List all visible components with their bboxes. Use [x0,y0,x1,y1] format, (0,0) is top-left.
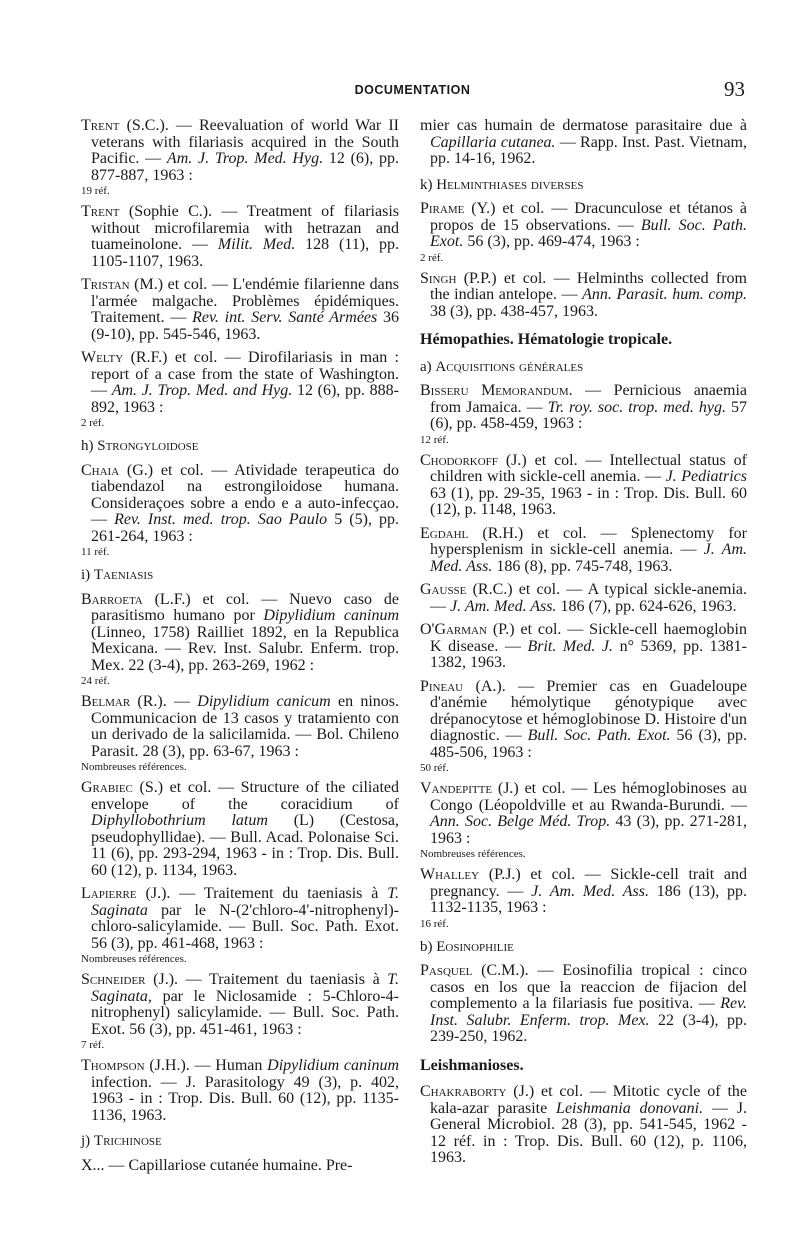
entry-text: mier cas humain de dermatose parasitaire due à [420,117,747,134]
reference-count: 11 réf. [81,546,110,558]
bibliography-entry [81,886,399,965]
entry-text: — Les hémoglobinoses au Congo (Léopoldville et au Rwanda-Burundi. — [430,780,747,814]
author-name: Trent [81,203,120,220]
author-name: Schneider [81,971,146,988]
author-name: Chakraborty [420,1083,507,1100]
bibliography-entry [420,867,747,930]
author-initials: (S.C.). [119,117,169,134]
citation-detail: en ninos. Communicacion de 13 casos y tratamiento con un derivado de la salicilamida. — Bol. Chileno Parasit. 28 (3), pp. 63-67, 1963 : [91,693,400,760]
bibliography-entry [420,201,747,264]
citation-detail: 12 (6), pp. 877-887, 1963 : [91,150,399,184]
citation-detail: 186 (13), pp. 1132-1135, 1963 : [430,882,748,916]
journal-title: Rev. int. Serv. Santé Armées [192,309,378,326]
journal-title: Am. J. Trop. Med. Hyg. [166,150,324,167]
entry-text: — Dirofilariasis in man : report of a case from the state of Washington. — [91,349,399,399]
bibliography-entry [81,204,399,270]
author-name: Whalley [420,866,480,883]
entry-text: — Intellectual status of children with sickle-cell anemia. — [430,451,747,485]
page-number: 93 [724,77,745,101]
author-initials: (A.). [463,677,506,695]
page-header [80,77,745,104]
author-name: Barroeta [81,590,143,608]
citation-detail: 5 (5), pp. 261-264, 1963 : [91,511,400,545]
citation-detail: 57 (6), pp. 458-459, 1963 : [430,398,748,432]
author-initials: (Y.) et col. [464,200,545,217]
reference-count: 24 réf. [81,675,110,687]
journal-title: Ann. Soc. Belge Méd. Trop. [430,813,611,830]
subsection-letter: h) [81,438,98,454]
journal-title: Tr. roy. soc. trop. med. hyg. [547,398,727,416]
author-initials: (M.) et col. [129,276,208,293]
subsection-label: Eosinophilie [436,938,514,955]
reference-count: Nombreuses références. [420,848,526,860]
bibliography-entry [420,963,747,1046]
journal-title: J. Am. Med. Ass. [430,541,748,575]
subsection-letter: b) [420,938,437,955]
left-column [81,118,399,1181]
author-initials: (P.) et col. [486,621,562,638]
reference-count: 50 réf. [420,762,449,774]
entry-text: — Nuevo caso de parasitismo humano por [91,590,400,624]
entry-text: X... — Capillariose cutanée humaine. Pre- [81,1156,353,1174]
entry-text: — Reevaluation of world War II veterans with filariasis acquired in the South Pacific. — [91,117,399,167]
journal-title: T. Saginata [91,885,399,919]
entry-text: — Eosinofilia tropical : cinco casos en los que la reaccion de fijacion del complemento a la filariasis fue positiva. — [430,962,747,1012]
bibliography-entry [81,277,399,343]
entry-text: — Human [189,1057,268,1074]
bibliography-entry [420,118,747,168]
bibliography-entry [420,526,747,576]
entry-text: — Splenectomy for hypersplenism in sickle-cell anemia. — [430,524,747,558]
author-initials: (J.H.). [144,1057,190,1074]
author-initials: (R.). [130,693,167,710]
bibliography-entry [420,271,747,321]
citation-detail: 186 (7), pp. 624-626, 1963. [556,597,737,615]
citation-detail: par le Niclosamide : 5-Chloro-4-nitrophenyl) salicylamide. — Bull. Soc. Path. Exot. 56 (3), pp. 451-461, 1963 : [91,987,399,1038]
journal-title: J. Am. Med. Ass. [531,882,650,900]
bibliography-entry [420,383,747,446]
citation-detail: 38 (3), pp. 438-457, 1963. [430,302,598,320]
citation-detail: infection. — J. Parasitology 49 (3), p. 402, 1963 - in : Trop. Dis. Bull. 60 (12), pp. 1135-1136, 1963. [91,1073,399,1124]
citation-detail: 22 (3-4), pp. 239-250, 1962. [430,1011,748,1045]
journal-title: Dipylidium canicum [197,693,331,710]
citation-detail: 56 (3), pp. 469-474, 1963 : [463,233,640,250]
journal-title: Capillaria cutanea. [430,133,556,151]
subsection-letter: k) [420,176,437,193]
author-name: Welty [81,349,124,366]
bibliography-entry [81,350,399,429]
citation-detail: 56 (3), pp. 485-506, 1963 : [430,727,748,761]
citation-detail: 12 (6), pp. 888-892, 1963 : [91,382,400,416]
reference-count: 2 réf. [81,417,105,429]
author-initials: (R.F.) et col. [123,349,218,366]
bibliography-entry [420,582,747,615]
bibliography-entry [81,972,399,1051]
author-initials: (S.) et col. [132,779,212,796]
author-name: Tristan [81,276,130,293]
journal-title: Rev. Inst. med. trop. Sao Paulo [114,511,328,528]
author-name: Pineau [420,677,464,695]
entry-text: — L'endémie filarienne dans l'armée malgache. Problèmes épidémiques. Traitement. — [91,276,399,326]
reference-count: 7 réf. [81,1039,105,1051]
citation-detail: 36 (9-10), pp. 545-546, 1963. [91,309,400,343]
author-initials: (R.C.) et col. [466,581,561,598]
section-title: Hémopathies. Hématologie tropicale. [420,331,673,348]
journal-title: J. Pediatrics [665,468,747,485]
journal-title: Rev. Inst. Salubr. Enferm. trop. Mex. [430,995,747,1029]
citation-detail: n° 5369, pp. 1381-1382, 1963. [430,637,747,671]
author-name: Lapierre [81,885,137,902]
author-initials: (P.J.) et col. [479,866,576,883]
subsection-heading [420,359,747,376]
section-title: Leishmanioses. [420,1056,524,1074]
citation-detail: 43 (3), pp. 271-281, 1963 : [430,813,748,847]
journal-title: Milit. Med. [217,236,296,253]
subsection-label: Strongyloidose [97,438,199,454]
entry-text: — Traitement du taeniasis à [170,885,388,902]
author-initials: (P.P.) et col. [456,269,547,287]
bibliography-entry [420,1084,747,1167]
author-initials: (J.) et col. [506,1083,583,1100]
entry-text: — Mitotic cycle of the kala-azar parasite [430,1083,747,1117]
bibliography-entry [81,592,399,688]
journal-title: J. Am. Med. Ass. [450,597,557,615]
author-name: Trent [81,117,120,134]
entry-text: — [166,693,198,710]
author-initials: (J.). [136,885,171,902]
journal-title: Ann. Parasit. hum. comp. [582,286,747,303]
journal-title: Bull. Soc. Path. Exot. [527,727,671,744]
author-initials: (G.) et col. [119,461,204,479]
right-column [420,118,747,1174]
reference-count: 16 réf. [420,917,449,930]
author-name: Bisseru Memorandum. [420,382,573,399]
citation-detail: par le N-(2'chloro-4'-nitrophenyl)-chloro-salicylamide. — Bull. Soc. Path. Exot. 56 (3), pp. 461-468, 1963 : [91,901,399,952]
journal-title: Dipylidium caninum [263,607,400,624]
journal-title: Brit. Med. J. [527,637,614,655]
bibliography-entry [81,463,399,559]
entry-text: — A typical sickle-anemia. — [430,581,748,615]
subsection-heading [81,1133,399,1150]
bibliography-entry [81,780,399,879]
author-name: Pasquel [420,962,473,979]
author-name: Gausse [420,581,467,598]
entry-text: — Atividade terapeutica do tiabendazol na estrongiloidose humana. Consideraçoes sobre a endo e a auto-infecçao. — [91,461,399,528]
subsection-label: Taeniasis [93,567,154,583]
author-name: Pirame [420,200,465,217]
author-name: Vandepitte [420,780,493,797]
author-name: Chaia [81,461,120,479]
subsection-heading [420,177,747,194]
author-name: Chodorkoff [420,451,498,469]
subsection-label: Helminthiases diverses [436,176,584,193]
author-name: Thompson [81,1057,145,1074]
author-initials: (J.) et col. [492,780,566,797]
author-name: O'Garman [420,621,487,638]
author-initials: (Sophie C.). [119,203,213,220]
bibliography-entry [420,622,747,672]
bibliography-entry [81,1158,399,1175]
author-initials: (J.). [145,971,179,988]
author-initials: (J.) et col. [497,451,578,469]
reference-count: Nombreuses références. [81,953,187,965]
author-initials: (C.M.). [472,962,529,979]
journal-title: Dipylidium caninum [267,1057,400,1074]
entry-text: — Sickle-cell trait and pregnancy. — [430,866,748,900]
citation-detail: — J. General Microbiol. 28 (3), pp. 541-545, 1962 - 12 réf. in : Trop. Dis. Bull. 60 (12), p. 1106, 1963. [430,1099,748,1166]
entry-text: — Premier cas en Guadeloupe d'anémie hémolytique génotypique avec drépanocytose et hémoglobinose D. Histoire d'un diagnostic. — [430,677,747,744]
entry-text: — Pernicious anaemia from Jamaica. — [430,382,747,416]
bibliography-entry [420,679,747,775]
bibliography-entry [420,781,747,860]
reference-count: 19 réf. [81,185,110,197]
subsection-letter: i) [81,567,94,583]
subsection-label: Trichinose [93,1133,162,1149]
journal-title: Am. J. Trop. Med. and Hyg. [111,382,293,399]
author-name: Singh [420,269,457,287]
reference-count: 12 réf. [420,433,449,446]
entry-text: — Traitement du taeniasis à [178,971,388,988]
subsection-label: Acquisitions générales [435,358,584,375]
entry-text: — Helminths collected from the indian antelope. — [430,269,747,303]
reference-count: Nombreuses références. [81,761,187,773]
subsection-heading [81,567,399,584]
entry-text: — Treatment of filariasis without microfilaremia with hetrazan and tuameinolone. — [91,203,399,253]
citation-detail: (Linneo, 1758) Railliet 1892, en la Republica Mexicana. — Rev. Inst. Salubr. Enferm. trop. Mex. 22 (3-4), pp. 263-269, 1962 : [91,623,399,674]
running-title: DOCUMENTATION [354,83,471,97]
subsection-letter: a) [420,358,436,375]
subsection-heading [81,438,399,455]
entry-text: — Structure of the ciliated envelope of the coracidium of [91,779,400,813]
bibliography-entry [81,118,399,197]
citation-detail: — Rapp. Inst. Past. Vietnam, pp. 14-16, 1962. [430,133,747,167]
author-name: Belmar [81,693,131,710]
bibliography-entry [81,694,399,773]
entry-text: — Sickle-cell haemoglobin K disease. — [430,621,748,655]
journal-title: T. Saginata, [91,971,400,1005]
author-name: Grabiec [81,779,133,796]
journal-title: Diphyllobothrium latum [91,812,268,829]
citation-detail: 63 (1), pp. 29-35, 1963 - in : Trop. Dis. Bull. 60 (12), p. 1148, 1963. [430,484,747,518]
bibliography-entry [81,1058,399,1124]
subsection-letter: j) [81,1133,94,1149]
citation-detail: (L) (Cestosa, pseudophyllidae). — Bull. Acad. Polonaise Sci. 11 (6), pp. 293-294, 1963 - in : Trop. Dis. Bull. 60 (12), p. 1134, 1963. [91,812,400,879]
author-initials: (L.F.) et col. [142,590,250,608]
bibliography-entry [420,453,747,519]
author-name: Egdahl [420,524,469,542]
reference-count: 2 réf. [420,251,444,264]
subsection-heading [420,939,747,956]
author-initials: (R.H.) et col. [468,524,587,542]
journal-title: Bull. Soc. Path. Exot. [430,216,748,250]
entry-text: — Dracunculose et tétanos à propos de 15 observations. — [430,200,747,234]
citation-detail: 128 (11), pp. 1105-1107, 1963. [91,236,399,270]
journal-title: Leishmania donovani. [556,1099,704,1117]
citation-detail: 186 (8), pp. 745-748, 1963. [492,557,673,575]
